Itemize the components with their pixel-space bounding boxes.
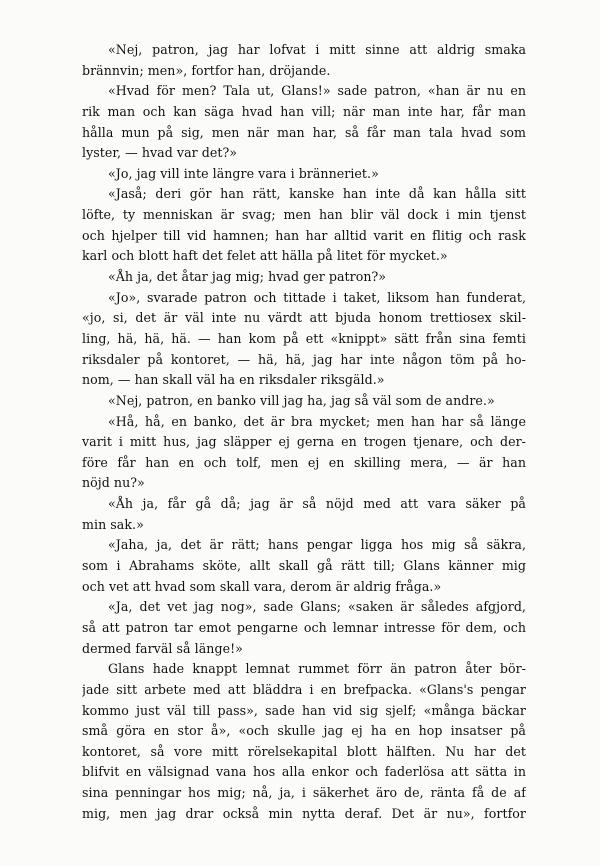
text-line: som i Abrahams sköte, allt skall gå rätt till; Glans känner mig: [82, 558, 526, 574]
text-line: kommo just väl till pass», sade han vid sig sjelf; «många bäckar: [82, 702, 526, 718]
text-line: ling, hä, hä, hä. — han kom på ett «knippt» sätt från sina femti: [82, 330, 526, 346]
text-line: sina penningar hos mig; nå, ja, i säkerhet äro de, ränta få de af: [82, 785, 526, 801]
text-line: så att patron tar emot pengarne och lemnar intresse för dem, och: [82, 619, 526, 635]
text-line: «jo, si, det är väl inte nu värdt att bjuda honom trettiosex skil-: [82, 310, 526, 326]
page-text: [82, 40, 526, 824]
text-line: dermed farväl så länge!»: [82, 640, 243, 656]
text-line: «Hå, hå, en banko, det är bra mycket; men han har så länge: [108, 413, 526, 429]
text-line: varit i mitt hus, jag släpper ej gerna en trogen tjenare, och der-: [82, 434, 526, 450]
text-line: «Åh ja, det åtar jag mig; hvad ger patron?»: [108, 269, 387, 285]
text-line: riksdaler på kontoret, — hä, hä, jag har inte någon töm på ho-: [82, 351, 526, 367]
text-line: mig, men jag drar också min nytta deraf. Det är nu», fortfor: [82, 805, 526, 821]
text-line: «Jo», svarade patron och tittade i taket, liksom han funderat,: [108, 289, 526, 305]
text-line: jade sitt arbete med att bläddra i en brefpacka. «Glans's pengar: [82, 681, 526, 697]
text-line: min sak.»: [82, 516, 144, 532]
text-line: «Nej, patron, en banko vill jag ha, jag så väl som de andre.»: [108, 392, 495, 408]
text-line: «Åh ja, får gå då; jag är så nöjd med att vara säker på: [108, 496, 526, 512]
text-line: «Jaha, ja, det är rätt; hans pengar ligga hos mig så säkra,: [108, 537, 526, 553]
text-line: små göra en stor å», «och skulle jag ej ha en hop insatser på: [82, 723, 526, 739]
text-line: karl och blott haft det felet att hälla på litet för mycket.»: [82, 248, 448, 264]
text-line: hålla mun på sig, men när man har, så får man tala hvad som: [82, 124, 526, 140]
text-line: «Jaså; deri gör han rätt, kanske han inte då kan hålla sitt: [108, 186, 526, 202]
text-line: «Ja, det vet jag nog», sade Glans; «saken är således afgjord,: [108, 599, 526, 615]
text-line: lyster, — hvad var det?»: [82, 145, 238, 161]
text-line: rik man och kan säga hvad han vill; när man inte har, får man: [82, 103, 526, 119]
text-line: «Hvad för men? Tala ut, Glans!» sade patron, «han är nu en: [108, 83, 526, 99]
text-line: kontoret, så vore mitt rörelsekapital blott hälften. Nu har det: [82, 743, 526, 759]
text-line: «Nej, patron, jag har lofvat i mitt sinne att aldrig smaka: [108, 42, 526, 57]
text-line: nom, — han skall väl ha en riksdaler riksgäld.»: [82, 372, 385, 388]
text-line: och vet att hvad som skall vara, derom är aldrig fråga.»: [82, 578, 442, 594]
text-line: blifvit en välsignad vana hos alla enkor och faderlösa att sätta in: [82, 764, 526, 780]
text-line: «Jo, jag vill inte längre vara i bränneriet.»: [108, 165, 379, 181]
text-line: före får han en och tolf, men ej en skilling mera, — är han: [82, 454, 526, 470]
text-line: och hjelper till vid hamnen; han har alltid varit en flitig och rask: [82, 227, 526, 243]
text-line: Glans hade knappt lemnat rummet förr än patron åter bör-: [108, 661, 526, 677]
text-line: brännvin; men», fortfor han, dröjande.: [82, 62, 331, 78]
text-line: löfte, ty menniskan är svag; men han blir väl dock i min tjenst: [82, 207, 526, 223]
text-line: nöjd nu?»: [82, 475, 145, 491]
